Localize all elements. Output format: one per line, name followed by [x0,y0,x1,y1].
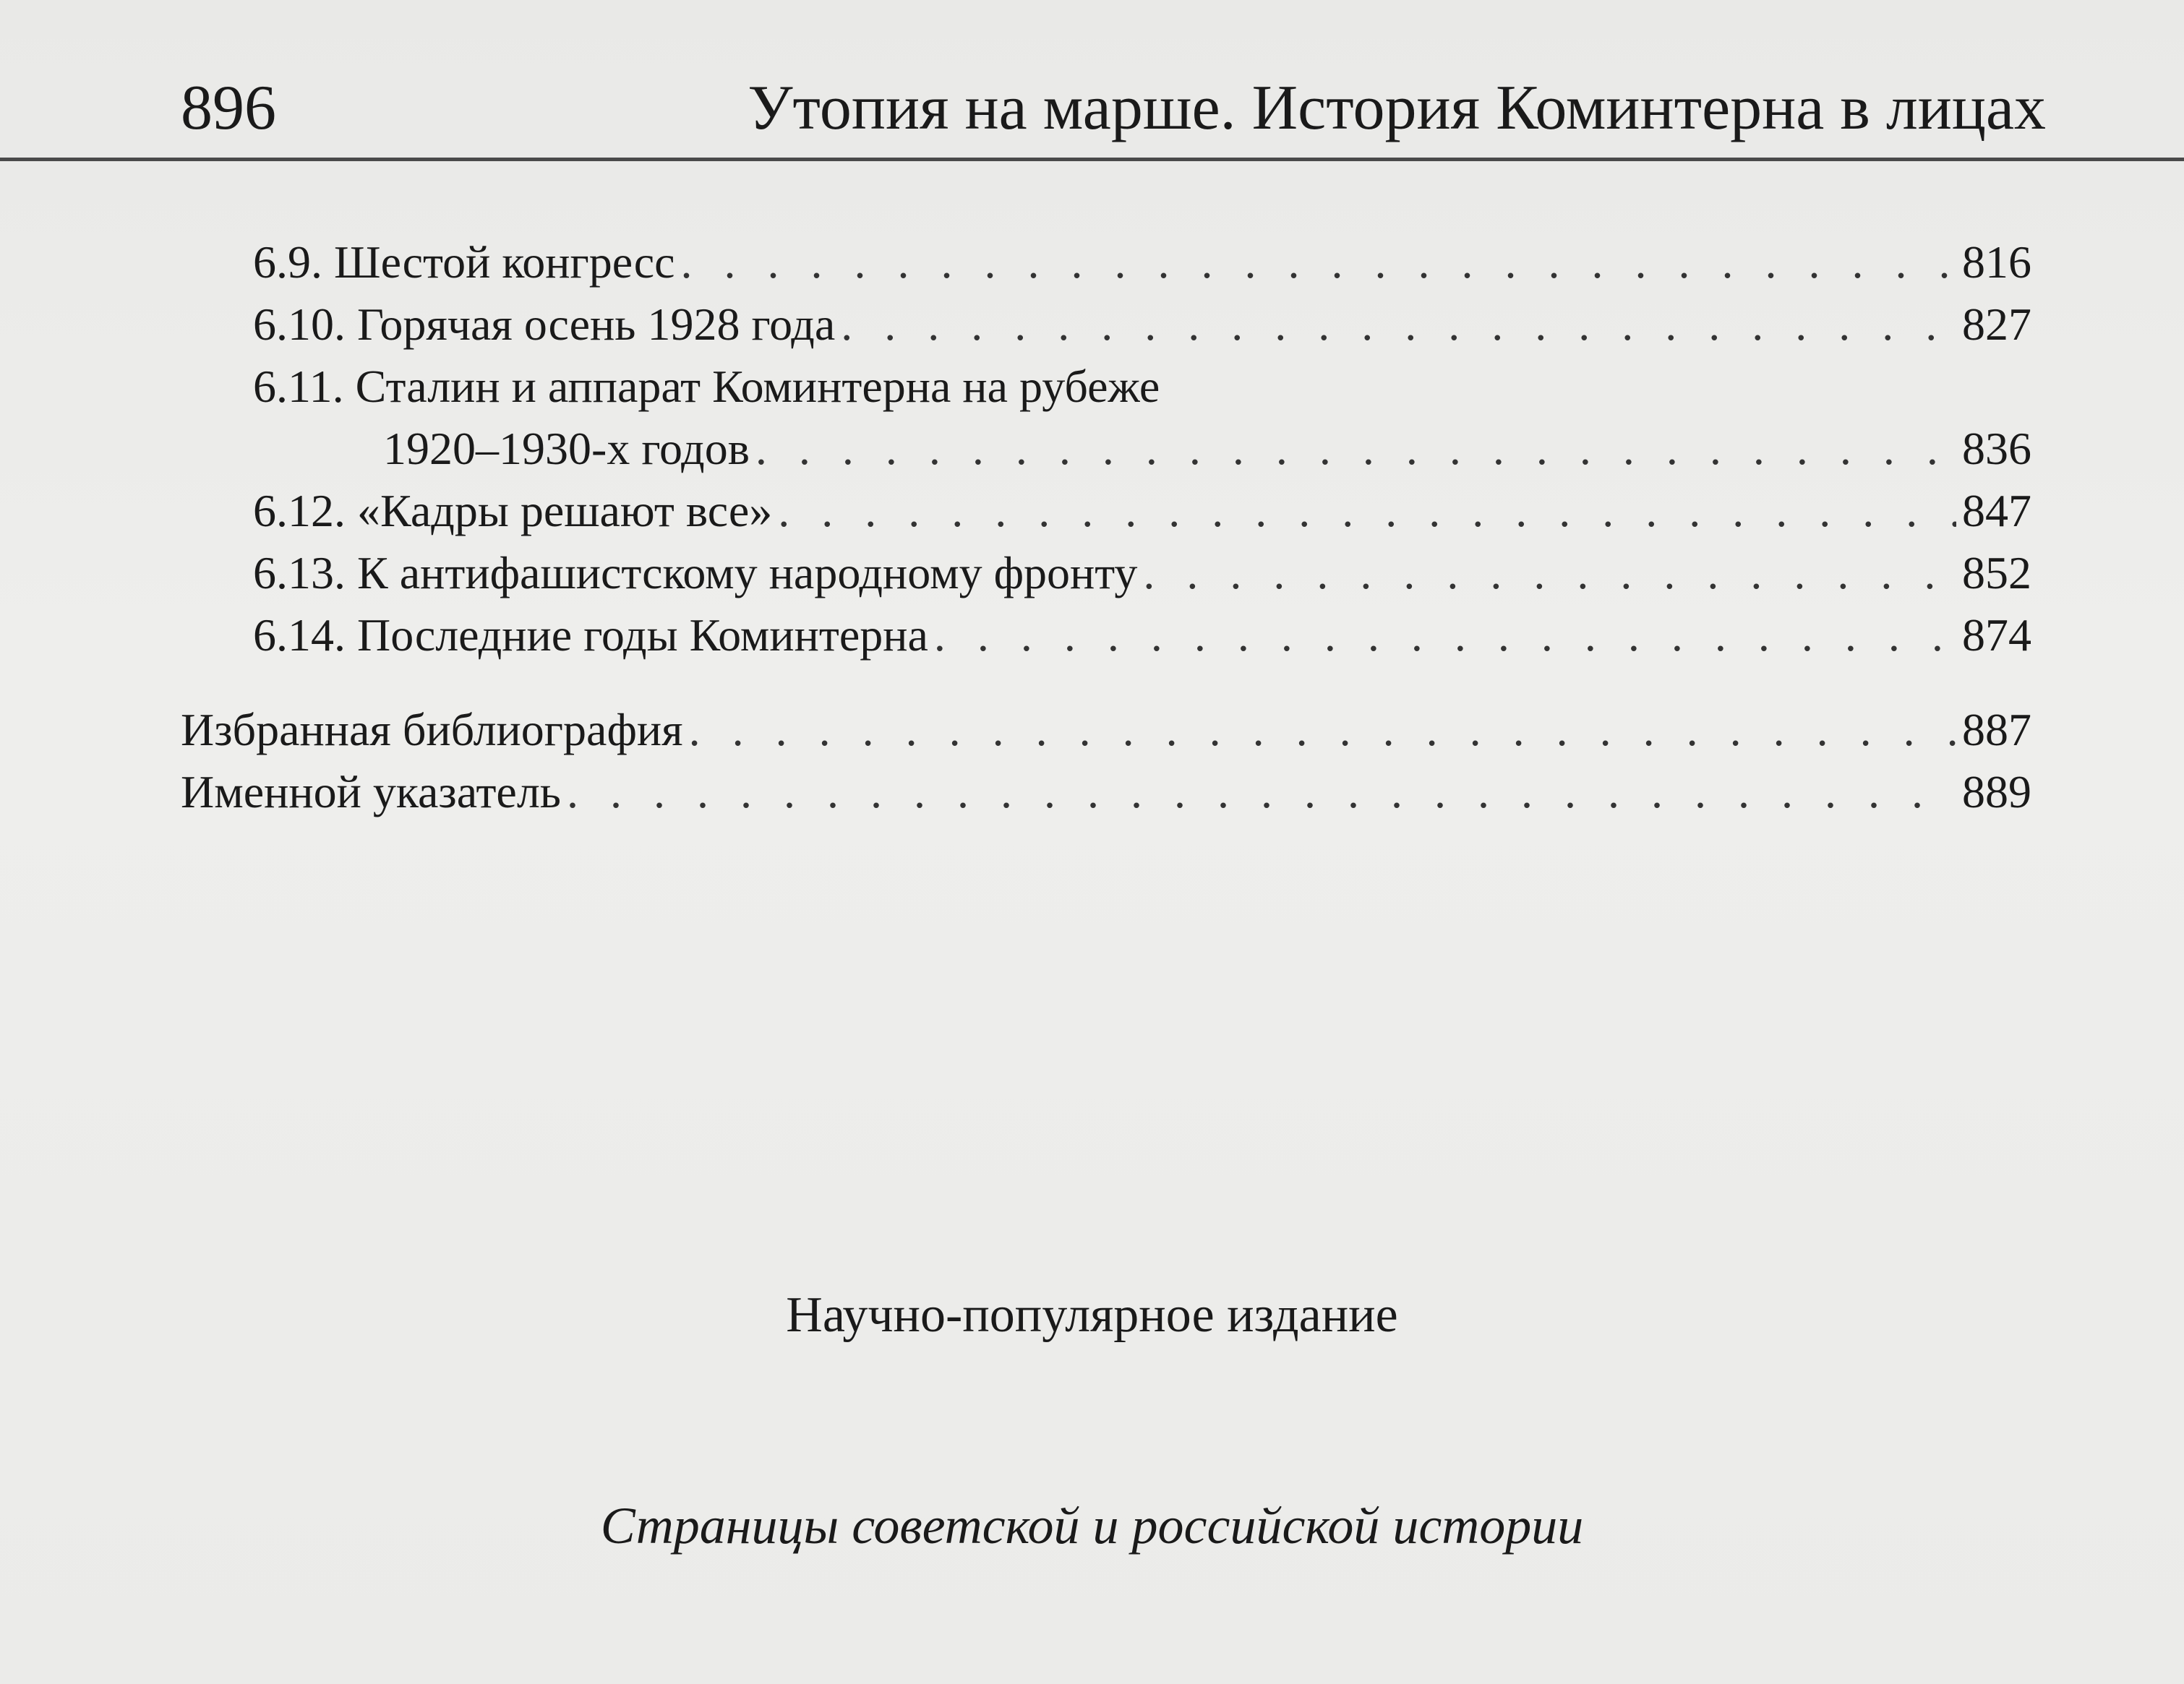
toc-entry [181,231,2031,293]
toc-entry-label: Избранная библиография [181,704,683,755]
header-rule [0,158,2184,161]
page-number: 896 [181,73,276,143]
dot-leader [1143,542,1956,604]
table-of-contents [181,231,2031,823]
toc-entry-label: 6.10. Горячая осень 1928 года [253,298,836,350]
edition-type: Научно-популярное издание [786,1287,1398,1343]
toc-entry [181,542,2031,604]
toc-entry-label: 6.14. Последние годы Коминтерна [253,609,928,661]
toc-entry [181,480,2031,542]
toc-entry-page: 827 [1962,298,2031,350]
dot-leader [841,293,1956,356]
toc-entry-label: 6.13. К антифашистскому народному фронту [253,547,1138,598]
toc-entry-label-continued: 1920–1930-х годов [383,423,750,474]
toc-entry [181,604,2031,666]
toc-entry-page: 852 [1962,547,2031,598]
running-header [181,69,2046,148]
toc-entry-label: 6.11. Сталин и аппарат Коминтерна на рубеже [253,361,1160,412]
toc-entry-page: 816 [1962,236,2031,288]
toc-entry-page: 847 [1962,485,2031,536]
dot-leader [681,231,1957,293]
toc-entry-back-matter [181,699,2031,761]
toc-entry-page: 889 [1962,766,2031,817]
toc-entry-page: 874 [1962,609,2031,661]
dot-leader [567,761,1956,823]
toc-entry-page: 887 [1962,704,2031,755]
toc-entry-label: 6.9. Шестой конгресс [253,236,675,288]
dot-leader [689,699,1956,761]
running-title: Утопия на марше. История Коминтерна в лицах [748,73,2046,143]
dot-leader [755,418,1956,480]
toc-entry-label: 6.12. «Кадры решают все» [253,485,773,536]
series-title: Страницы советской и российской истории [600,1497,1584,1555]
toc-entry-page: 836 [1962,423,2031,474]
toc-spacer [181,666,2031,699]
toc-entry [181,418,2031,480]
toc-entry-back-matter [181,761,2031,823]
dot-leader [934,604,1956,666]
dot-leader [778,480,1956,542]
toc-entry-label: Именной указатель [181,766,561,817]
toc-entry [181,293,2031,356]
